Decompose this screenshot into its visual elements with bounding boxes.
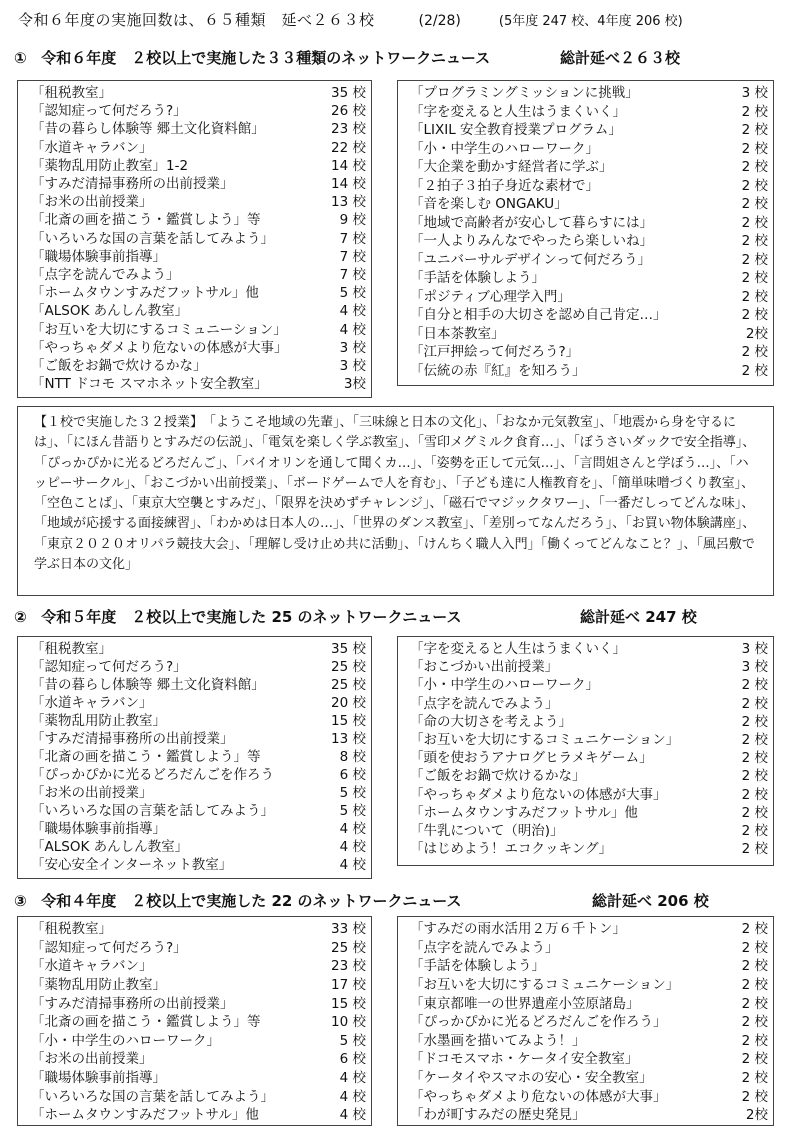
list-item xyxy=(31,282,370,300)
school-count: 2 校 xyxy=(741,196,768,213)
section-3-left-list xyxy=(31,918,370,1123)
class-name: 「伝統の赤『紅』を知ろう」 xyxy=(410,362,586,379)
list-item xyxy=(31,337,370,355)
list-item xyxy=(410,323,772,342)
header-date: (2/28) xyxy=(418,13,461,29)
school-count: 2 校 xyxy=(741,958,768,975)
list-item xyxy=(410,156,772,175)
school-count: 3 校 xyxy=(741,85,768,102)
class-name: 「ぴっかぴかに光るどろだんごを作ろう」 xyxy=(410,1014,667,1031)
list-item xyxy=(31,638,370,656)
class-name: 「ホームタウンすみだフットサル」他 xyxy=(31,285,259,302)
list-item xyxy=(410,693,772,711)
class-name: 「小・中学生のハローワーク」 xyxy=(410,677,599,694)
school-count: 2 校 xyxy=(741,1032,768,1049)
class-name: 「水道キャラバン」 xyxy=(31,958,153,975)
school-count: 6 校 xyxy=(339,767,366,783)
school-count: 20 校 xyxy=(331,695,366,711)
single-school-classes-text: 【１校で実施した３２授業】 「ようこそ地域の先輩」、「三味線と日本の文化」、「おなか元気教室」、「地震から身を守るには」、「にほん昔語りとすみだの伝説」、「電気を楽しく学ぶ教室」、「雪印メグミルク食育…」、「ぼうさいダックで安全指導」、「ぴっかぴかに光るどろだんご」、「バイオリンを通して聞くカ…」、「姿勢を正して元気…」、「言問姐さんと学ぼう…」、「ハッピーサークル」、「おこづかい出前授業」、「ボードゲームで人を育む」、「子ども達に人権教育を」、「簡単味噌づくり教室」、「空色ことば」、「東京大空襲とすみだ」、「限界を決めずチャレンジ」、「磁石でマジックタワー」、「一番だしってどんな味」、「地域が応援する面接練習」、「わかめは日本人の…」、「世界のダンス教室」、「差別ってなんだろう」、「お買い物体験講座」、「東京２０２０オリパラ競技大会」、「理解し受け止め共に活動」、「けんちく職人入門」「働くってどんなこと？」、「風呂敷で学ぶ日本の文化」 xyxy=(34,415,756,573)
list-item xyxy=(31,782,370,800)
section-3-heading: 令和４年度 ２校以上で実施した 22 のネットワークニュース xyxy=(41,892,462,910)
list-item xyxy=(31,1104,370,1123)
list-item xyxy=(410,784,772,802)
school-count: 4 校 xyxy=(339,1107,366,1124)
school-count: 2 校 xyxy=(741,159,768,176)
class-name: 「地域で高齢者が安心して暮らすには」 xyxy=(410,214,653,231)
class-name: 「NTT ドコモ スマホネット安全教室」 xyxy=(31,376,268,393)
school-count: 2 校 xyxy=(741,362,768,379)
section-2-left-list xyxy=(31,638,370,872)
class-name: 「牛乳について（明治)」 xyxy=(410,822,564,839)
section-1-heading: 令和６年度 ２校以上で実施した３３種類のネットワークニュース xyxy=(41,49,491,67)
list-item xyxy=(410,286,772,305)
list-item xyxy=(410,119,772,138)
school-count: 2 校 xyxy=(741,140,768,157)
school-count: 2 校 xyxy=(741,695,768,712)
class-name: 「点字を読んでみよう」 xyxy=(410,695,559,712)
list-item xyxy=(31,674,370,692)
school-count: 2校 xyxy=(745,1107,768,1124)
school-count: 9 校 xyxy=(339,212,366,229)
list-item xyxy=(31,1030,370,1049)
class-name: 「東京都唯一の世界遺産小笠原諸島」 xyxy=(410,995,640,1012)
section-3-title xyxy=(14,890,790,912)
class-name: 「おこづかい出前授業」 xyxy=(410,659,559,676)
school-count: 2 校 xyxy=(741,344,768,361)
school-count: 4 校 xyxy=(339,321,366,338)
class-name: 「すみだ清掃事務所の出前授業」 xyxy=(31,176,234,193)
school-count: 35 校 xyxy=(331,85,366,102)
school-count: 13 校 xyxy=(331,731,366,747)
list-item xyxy=(410,212,772,231)
class-name: 「お互いを大切にするコミュニケーション」 xyxy=(410,732,680,749)
class-name: 「大企業を動かす経営者に学ぶ」 xyxy=(410,159,613,176)
section-1-total: 総計延べ２６３校 xyxy=(560,49,681,67)
school-count: 23 校 xyxy=(331,958,366,975)
section-3-number: ③ xyxy=(14,892,27,910)
list-item xyxy=(410,138,772,157)
class-name: 「北斎の画を描こう・鑑賞しよう」等 xyxy=(31,212,261,229)
section-3-right-list xyxy=(410,918,772,1123)
list-item xyxy=(31,710,370,728)
list-item xyxy=(410,1030,772,1049)
school-count: 2 校 xyxy=(741,251,768,268)
school-count: 2 校 xyxy=(741,732,768,749)
school-count: 5 校 xyxy=(339,785,366,801)
class-name: 「すみだ清掃事務所の出前授業」 xyxy=(31,995,234,1012)
list-item xyxy=(410,747,772,765)
class-name: 「水墨画を描いてみよう！」 xyxy=(410,1032,586,1049)
class-name: 「やっちゃダメより危ないの体感が大事」 xyxy=(31,339,288,356)
class-name: 「いろいろな国の言葉を話してみよう」 xyxy=(31,1088,274,1105)
school-count: 10 校 xyxy=(331,1014,366,1031)
section-1-left-list xyxy=(31,82,370,391)
list-item xyxy=(410,360,772,379)
school-count: 22 校 xyxy=(331,139,366,156)
list-item xyxy=(31,82,370,100)
list-item xyxy=(410,1104,772,1123)
class-name: 「すみだの雨水活用２万６千トン」 xyxy=(410,921,626,938)
list-item xyxy=(410,230,772,249)
school-count: 4 校 xyxy=(339,839,366,855)
class-name: 「ご飯をお鍋で炊けるかな」 xyxy=(31,357,207,374)
section-2-total: 総計延べ 247 校 xyxy=(580,608,697,626)
school-count: 7 校 xyxy=(339,230,366,247)
school-count: 33 校 xyxy=(331,921,366,938)
list-item xyxy=(410,341,772,360)
school-count: 8 校 xyxy=(339,749,366,765)
school-count: 2 校 xyxy=(741,768,768,785)
school-count: 25 校 xyxy=(331,659,366,675)
list-item xyxy=(31,974,370,993)
class-name: 「はじめよう！エコクッキング」 xyxy=(410,841,613,858)
header-title: 令和６年度の実施回数は、６５種類 延べ２６３校 xyxy=(18,11,375,29)
list-item xyxy=(410,304,772,323)
class-name: 「租税教室」 xyxy=(31,641,112,657)
list-item xyxy=(410,1067,772,1086)
class-name: 「字を変えると人生はうまくいく」 xyxy=(410,103,626,120)
class-name: 「ALSOK あんしん教室」 xyxy=(31,839,189,855)
school-count: 14 校 xyxy=(331,157,366,174)
list-item xyxy=(31,118,370,136)
school-count: 2 校 xyxy=(741,841,768,858)
list-item xyxy=(410,820,772,838)
list-item xyxy=(410,82,772,101)
list-item xyxy=(410,992,772,1011)
class-name: 「ドコモスマホ・ケータイ安全教室」 xyxy=(410,1051,639,1068)
list-item xyxy=(31,191,370,209)
school-count: 25 校 xyxy=(331,939,366,956)
list-item xyxy=(31,836,370,854)
class-name: 「水道キャラバン」 xyxy=(31,695,153,711)
school-count: 2 校 xyxy=(741,977,768,994)
class-name: 「安心安全インターネット教室」 xyxy=(31,857,233,873)
class-name: 「薬物乱用防止教室」 xyxy=(31,713,166,729)
list-item xyxy=(410,838,772,856)
school-count: 3 校 xyxy=(741,659,768,676)
class-name: 「すみだ清掃事務所の出前授業」 xyxy=(31,731,234,747)
page-header xyxy=(18,9,788,31)
class-name: 「手話を体験しよう」 xyxy=(410,958,545,975)
list-item xyxy=(410,175,772,194)
class-name: 「ホームタウンすみだフットサル」他 xyxy=(410,804,638,821)
school-count: 2 校 xyxy=(741,995,768,1012)
school-count: 2 校 xyxy=(741,786,768,803)
class-name: 「職場体験事前指導」 xyxy=(31,1070,166,1087)
class-name: 「LIXIL 安全教育授業プログラム」 xyxy=(410,122,622,139)
school-count: 2 校 xyxy=(741,677,768,694)
list-item xyxy=(31,656,370,674)
school-count: 7 校 xyxy=(339,248,366,265)
school-count: 2 校 xyxy=(741,288,768,305)
class-name: 「お互いを大切にするコミュニーション」 xyxy=(31,321,287,338)
list-item xyxy=(410,765,772,783)
section-1-number: ① xyxy=(14,49,27,67)
class-name: 「北斎の画を描こう・鑑賞しよう」等 xyxy=(31,1014,261,1031)
list-item xyxy=(31,1011,370,1030)
list-item xyxy=(410,1048,772,1067)
school-count: 7 校 xyxy=(339,266,366,283)
school-count: 2 校 xyxy=(741,214,768,231)
school-count: 2 校 xyxy=(741,122,768,139)
section-2-title xyxy=(14,606,790,628)
single-school-classes-box xyxy=(17,406,774,596)
class-name: 「薬物乱用防止教室」1-2 xyxy=(31,157,189,174)
school-count: 2校 xyxy=(745,325,768,342)
school-count: 2 校 xyxy=(741,270,768,287)
school-count: 17 校 xyxy=(331,977,366,994)
list-item xyxy=(31,318,370,336)
class-name: 「ポジティブ心理学入門」 xyxy=(410,288,571,305)
class-name: 「小・中学生のハローワーク」 xyxy=(410,140,599,157)
list-item xyxy=(410,1085,772,1104)
school-count: 15 校 xyxy=(331,995,366,1012)
school-count: 13 校 xyxy=(331,194,366,211)
list-item xyxy=(410,638,772,656)
school-count: 2 校 xyxy=(741,103,768,120)
list-item xyxy=(410,955,772,974)
class-name: 「ユニバーサルデザインって何だろう」 xyxy=(410,251,651,268)
school-count: 3 校 xyxy=(741,641,768,658)
school-count: 25 校 xyxy=(331,677,366,693)
class-name: 「職場体験事前指導」 xyxy=(31,248,166,265)
list-item xyxy=(31,355,370,373)
school-count: 3 校 xyxy=(339,339,366,356)
school-count: 15 校 xyxy=(331,713,366,729)
school-count: 3 校 xyxy=(339,357,366,374)
class-name: 「音を楽しむ ONGAKU」 xyxy=(410,196,568,213)
class-name: 「職場体験事前指導」 xyxy=(31,821,166,837)
school-count: 2 校 xyxy=(741,713,768,730)
class-name: 「お米の出前授業」 xyxy=(31,1051,153,1068)
list-item xyxy=(31,937,370,956)
list-item xyxy=(410,711,772,729)
school-count: 14 校 xyxy=(331,176,366,193)
school-count: 4 校 xyxy=(339,1070,366,1087)
school-count: 3校 xyxy=(343,376,366,393)
class-name: 「租税教室」 xyxy=(31,85,112,102)
section-3-total: 総計延べ 206 校 xyxy=(592,892,709,910)
school-count: 26 校 xyxy=(331,103,366,120)
section-1-title xyxy=(14,47,790,69)
list-item xyxy=(31,137,370,155)
school-count: 5 校 xyxy=(339,1032,366,1049)
school-count: 5 校 xyxy=(339,803,366,819)
class-name: 「租税教室」 xyxy=(31,921,112,938)
class-name: 「認知症って何だろう?」 xyxy=(31,103,187,120)
list-item xyxy=(31,264,370,282)
class-name: 「お米の出前授業」 xyxy=(31,194,153,211)
section-2-right-list xyxy=(410,638,772,856)
list-item xyxy=(410,974,772,993)
school-count: 2 校 xyxy=(741,307,768,324)
school-count: 2 校 xyxy=(741,804,768,821)
class-name: 「一人よりみんなでやったら楽しいね」 xyxy=(410,233,653,250)
class-name: 「わが町すみだの歴史発見」 xyxy=(410,1107,586,1124)
list-item xyxy=(31,746,370,764)
class-name: 「ぴっかぴかに光るどろだんごを作ろう xyxy=(31,767,274,783)
list-item xyxy=(31,728,370,746)
school-count: 2 校 xyxy=(741,1088,768,1105)
class-name: 「小・中学生のハローワーク」 xyxy=(31,1032,220,1049)
list-item xyxy=(410,674,772,692)
school-count: 4 校 xyxy=(339,857,366,873)
school-count: 2 校 xyxy=(741,750,768,767)
list-item xyxy=(31,228,370,246)
school-count: 2 校 xyxy=(741,1070,768,1087)
class-name: 「認知症って何だろう?」 xyxy=(31,939,187,956)
list-item xyxy=(31,300,370,318)
class-name: 「やっちゃダメより危ないの体感が大事」 xyxy=(410,1088,667,1105)
class-name: 「字を変えると人生はうまくいく」 xyxy=(410,641,626,658)
class-name: 「点字を読んでみよう」 xyxy=(31,266,180,283)
school-count: 5 校 xyxy=(339,285,366,302)
list-item xyxy=(31,818,370,836)
class-name: 「手話を体験しよう」 xyxy=(410,270,545,287)
class-name: 「ご飯をお鍋で炊けるかな」 xyxy=(410,768,586,785)
list-item xyxy=(31,1085,370,1104)
class-name: 「２拍子３拍子身近な素材で」 xyxy=(410,177,599,194)
class-name: 「江戸押絵って何だろう?」 xyxy=(410,344,580,361)
class-name: 「ホームタウンすみだフットサル」他 xyxy=(31,1107,259,1124)
class-name: 「プログラミングミッションに挑戦」 xyxy=(410,85,639,102)
school-count: 4 校 xyxy=(339,303,366,320)
list-item xyxy=(410,193,772,212)
list-item xyxy=(410,729,772,747)
class-name: 「いろいろな国の言葉を話してみよう」 xyxy=(31,803,274,819)
list-item xyxy=(31,100,370,118)
class-name: 「薬物乱用防止教室」 xyxy=(31,977,166,994)
list-item xyxy=(410,918,772,937)
class-name: 「昔の暮らし体験等 郷土文化資料館」 xyxy=(31,677,265,693)
list-item xyxy=(31,992,370,1011)
class-name: 「お互いを大切にするコミュニケーション」 xyxy=(410,977,680,994)
section-2-number: ② xyxy=(14,608,27,626)
list-item xyxy=(410,937,772,956)
list-item xyxy=(31,955,370,974)
list-item xyxy=(410,656,772,674)
list-item xyxy=(31,1048,370,1067)
list-item xyxy=(410,267,772,286)
list-item xyxy=(31,209,370,227)
school-count: 35 校 xyxy=(331,641,366,657)
class-name: 「昔の暮らし体験等 郷土文化資料館」 xyxy=(31,121,265,138)
school-count: 2 校 xyxy=(741,233,768,250)
section-2-heading: 令和５年度 ２校以上で実施した 25 のネットワークニュース xyxy=(41,608,462,626)
list-item xyxy=(410,802,772,820)
school-count: 4 校 xyxy=(339,1088,366,1105)
class-name: 「命の大切さを考えよう」 xyxy=(410,713,572,730)
list-item xyxy=(31,173,370,191)
school-count: 23 校 xyxy=(331,121,366,138)
list-item xyxy=(31,854,370,872)
list-item xyxy=(31,764,370,782)
class-name: 「認知症って何だろう?」 xyxy=(31,659,187,675)
class-name: 「お米の出前授業」 xyxy=(31,785,153,801)
list-item xyxy=(410,101,772,120)
class-name: 「頭を使おうアナログヒラメキゲーム」 xyxy=(410,750,653,767)
school-count: 2 校 xyxy=(741,921,768,938)
list-item xyxy=(410,1011,772,1030)
section-1-right-list xyxy=(410,82,772,378)
school-count: 2 校 xyxy=(741,939,768,956)
school-count: 2 校 xyxy=(741,822,768,839)
school-count: 6 校 xyxy=(339,1051,366,1068)
class-name: 「いろいろな国の言葉を話してみよう」 xyxy=(31,230,274,247)
school-count: 2 校 xyxy=(741,1014,768,1031)
list-item xyxy=(31,246,370,264)
class-name: 「やっちゃダメより危ないの体感が大事」 xyxy=(410,786,667,803)
list-item xyxy=(31,692,370,710)
class-name: 「北斎の画を描こう・鑑賞しよう」等 xyxy=(31,749,261,765)
list-item xyxy=(31,918,370,937)
class-name: 「水道キャラバン」 xyxy=(31,139,153,156)
class-name: 「日本茶教室」 xyxy=(410,325,505,342)
class-name: 「ALSOK あんしん教室」 xyxy=(31,303,189,320)
list-item xyxy=(31,800,370,818)
class-name: 「点字を読んでみよう」 xyxy=(410,939,559,956)
school-count: 2 校 xyxy=(741,1051,768,1068)
list-item xyxy=(410,249,772,268)
class-name: 「自分と相手の大切さを認め自己肯定…」 xyxy=(410,307,667,324)
school-count: 4 校 xyxy=(339,821,366,837)
school-count: 2 校 xyxy=(741,177,768,194)
header-previous-years: (5年度 247 校、4年度 206 校) xyxy=(498,14,683,29)
list-item xyxy=(31,373,370,391)
list-item xyxy=(31,155,370,173)
class-name: 「ケータイやスマホの安心・安全教室」 xyxy=(410,1070,653,1087)
list-item xyxy=(31,1067,370,1086)
